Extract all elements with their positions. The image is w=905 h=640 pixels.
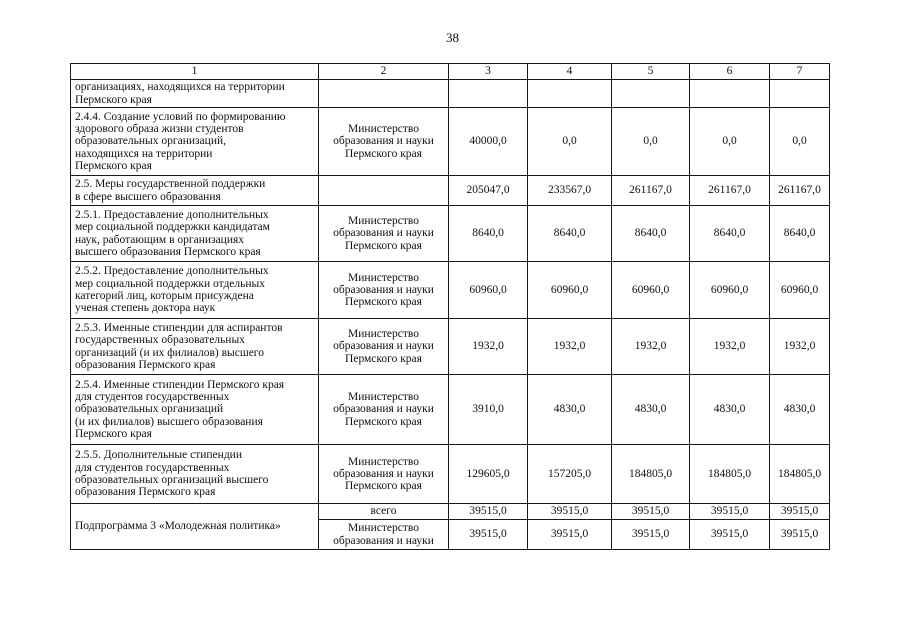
row-value: 39515,0 bbox=[612, 504, 690, 520]
row-agency: Министерство образования и науки Пермского края bbox=[319, 319, 449, 375]
row-value: 205047,0 bbox=[449, 176, 528, 206]
row-value: 4830,0 bbox=[528, 375, 612, 445]
row-value bbox=[449, 80, 528, 108]
row-value bbox=[612, 80, 690, 108]
table-row bbox=[71, 319, 830, 375]
column-number: 5 bbox=[612, 64, 690, 80]
row-value: 40000,0 bbox=[449, 108, 528, 176]
subprogram-label: Подпрограмма 3 «Молодежная политика» bbox=[71, 504, 319, 550]
column-number-row bbox=[71, 64, 830, 80]
row-value: 3910,0 bbox=[449, 375, 528, 445]
row-value: 60960,0 bbox=[612, 262, 690, 319]
row-label: 2.5.3. Именные стипендии для аспирантов государственных образовательных организаций (и их филиалов) высшего образования Пермского края bbox=[71, 319, 319, 375]
row-value: 8640,0 bbox=[690, 206, 770, 262]
row-label: 2.5.2. Предоставление дополнительных мер социальной поддержки отдельных категорий лиц, которым присуждена ученая степень доктора наук bbox=[71, 262, 319, 319]
row-agency: Министерство образования и науки bbox=[319, 520, 449, 550]
row-value: 184805,0 bbox=[690, 445, 770, 504]
row-value: 1932,0 bbox=[770, 319, 830, 375]
row-label: 2.5. Меры государственной поддержки в сфере высшего образования bbox=[71, 176, 319, 206]
row-label: 2.5.5. Дополнительные стипендии для студентов государственных образовательных организаций высшего образования Пермского края bbox=[71, 445, 319, 504]
table-row bbox=[71, 206, 830, 262]
row-label: 2.5.4. Именные стипендии Пермского края для студентов государственных образовательных организаций (и их филиалов) высшего образования Пермского края bbox=[71, 375, 319, 445]
row-value: 4830,0 bbox=[612, 375, 690, 445]
row-value: 39515,0 bbox=[690, 504, 770, 520]
row-value: 8640,0 bbox=[612, 206, 690, 262]
column-number: 7 bbox=[770, 64, 830, 80]
row-value: 60960,0 bbox=[690, 262, 770, 319]
row-agency: Министерство образования и науки Пермского края bbox=[319, 445, 449, 504]
row-value: 1932,0 bbox=[612, 319, 690, 375]
row-agency: Министерство образования и науки Пермского края bbox=[319, 375, 449, 445]
row-value: 129605,0 bbox=[449, 445, 528, 504]
row-value: 184805,0 bbox=[612, 445, 690, 504]
row-value: 39515,0 bbox=[612, 520, 690, 550]
table-row bbox=[71, 375, 830, 445]
row-value: 39515,0 bbox=[770, 520, 830, 550]
row-value bbox=[770, 80, 830, 108]
subprogram-total-row bbox=[71, 504, 830, 520]
row-value: 261167,0 bbox=[612, 176, 690, 206]
row-value: 4830,0 bbox=[690, 375, 770, 445]
row-agency bbox=[319, 176, 449, 206]
table-row bbox=[71, 262, 830, 319]
table-row bbox=[71, 108, 830, 176]
column-number: 4 bbox=[528, 64, 612, 80]
row-value: 157205,0 bbox=[528, 445, 612, 504]
column-number: 6 bbox=[690, 64, 770, 80]
row-value: 0,0 bbox=[690, 108, 770, 176]
row-value: 261167,0 bbox=[690, 176, 770, 206]
row-value: 8640,0 bbox=[449, 206, 528, 262]
row-value: 1932,0 bbox=[449, 319, 528, 375]
row-value bbox=[690, 80, 770, 108]
table-row bbox=[71, 176, 830, 206]
row-value bbox=[528, 80, 612, 108]
table-row bbox=[71, 445, 830, 504]
row-value: 261167,0 bbox=[770, 176, 830, 206]
table-row bbox=[71, 80, 830, 108]
row-value: 8640,0 bbox=[528, 206, 612, 262]
row-value: 4830,0 bbox=[770, 375, 830, 445]
row-agency: Министерство образования и науки Пермского края bbox=[319, 206, 449, 262]
row-agency: всего bbox=[319, 504, 449, 520]
row-value: 60960,0 bbox=[528, 262, 612, 319]
row-value: 1932,0 bbox=[690, 319, 770, 375]
row-agency: Министерство образования и науки Пермского края bbox=[319, 108, 449, 176]
row-value: 0,0 bbox=[528, 108, 612, 176]
row-label: организациях, находящихся на территории Пермского края bbox=[71, 80, 319, 108]
row-value: 184805,0 bbox=[770, 445, 830, 504]
row-value: 60960,0 bbox=[449, 262, 528, 319]
row-agency bbox=[319, 80, 449, 108]
column-number: 3 bbox=[449, 64, 528, 80]
row-value: 60960,0 bbox=[770, 262, 830, 319]
row-value: 39515,0 bbox=[770, 504, 830, 520]
row-value: 39515,0 bbox=[690, 520, 770, 550]
row-value: 39515,0 bbox=[528, 520, 612, 550]
row-label: 2.4.4. Создание условий по формированию здорового образа жизни студентов образовательных организаций, находящихся на территории Пермского края bbox=[71, 108, 319, 176]
column-number: 1 bbox=[71, 64, 319, 80]
row-agency: Министерство образования и науки Пермского края bbox=[319, 262, 449, 319]
row-value: 8640,0 bbox=[770, 206, 830, 262]
budget-table bbox=[70, 63, 830, 550]
row-value: 0,0 bbox=[612, 108, 690, 176]
row-value: 1932,0 bbox=[528, 319, 612, 375]
column-number: 2 bbox=[319, 64, 449, 80]
row-label: 2.5.1. Предоставление дополнительных мер социальной поддержки кандидатам наук, работающим в организациях высшего образования Пермского края bbox=[71, 206, 319, 262]
row-value: 39515,0 bbox=[449, 520, 528, 550]
row-value: 39515,0 bbox=[449, 504, 528, 520]
row-value: 39515,0 bbox=[528, 504, 612, 520]
row-value: 0,0 bbox=[770, 108, 830, 176]
page-number: 38 bbox=[446, 30, 459, 45]
row-value: 233567,0 bbox=[528, 176, 612, 206]
